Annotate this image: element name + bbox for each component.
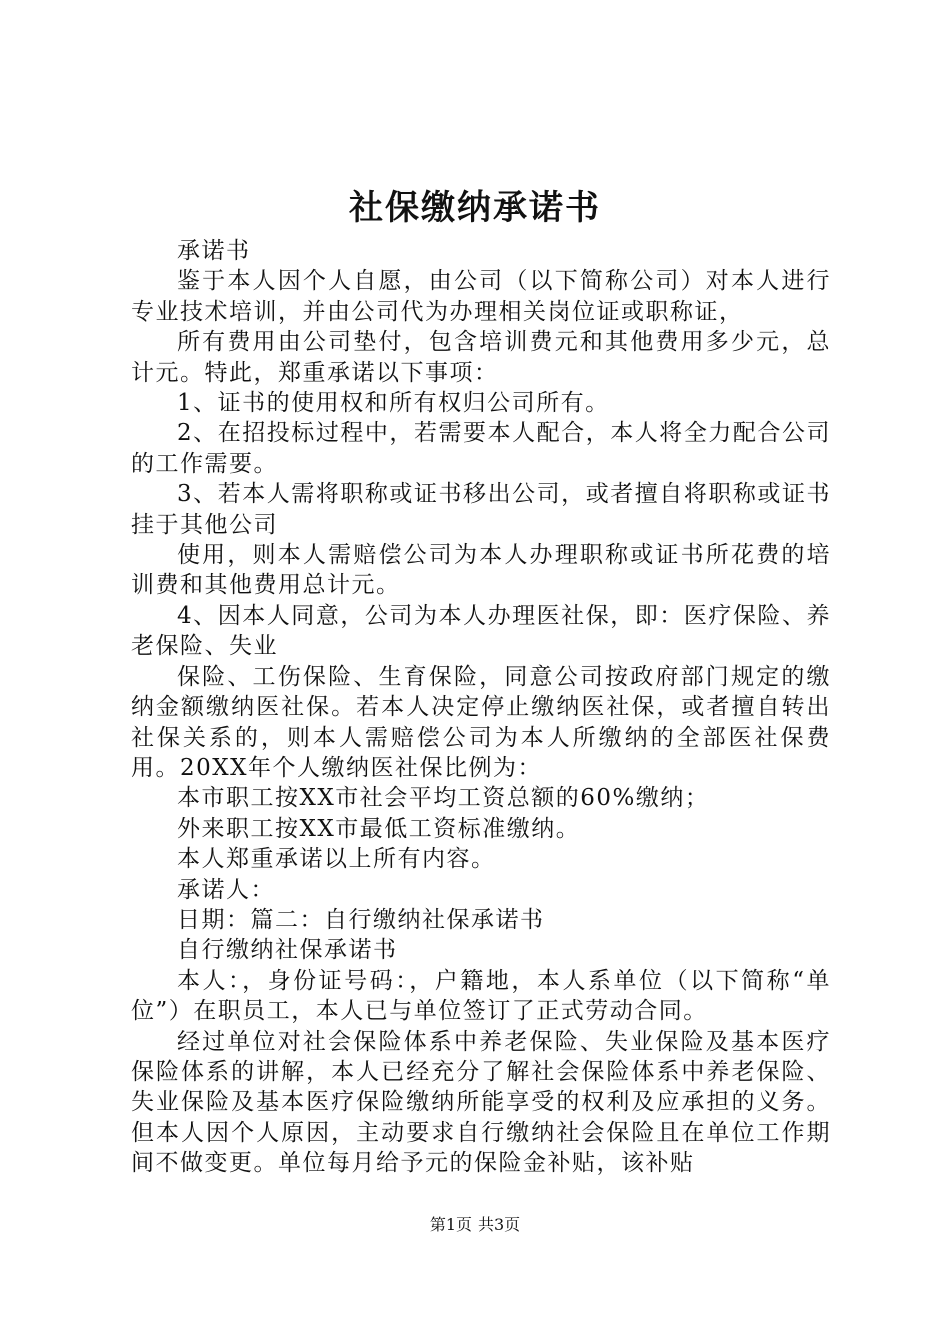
page-total: 共3页 — [478, 1215, 521, 1234]
paragraph: 鉴于本人因个人自愿，由公司（以下简称公司）对本人进行专业技术培训，并由公司代为办理相关岗位证或职称证， — [131, 268, 831, 325]
paragraph: 4、因本人同意，公司为本人办理医社保，即：医疗保险、养老保险、失业 — [131, 602, 831, 660]
paragraph: 日期：篇二：自行缴纳社保承诺书 — [177, 906, 545, 933]
paragraph: 保险、工伤保险、生育保险，同意公司按政府部门规定的缴纳金额缴纳医社保。若本人决定停止缴纳医社保，或者擅自转出社保关系的，则本人需赔偿公司为本人所缴纳的全部医社保费用。20XX年个人缴纳医社保比例为： — [131, 663, 831, 781]
document-body — [131, 236, 831, 1179]
paragraph: 自行缴纳社保承诺书 — [177, 937, 398, 964]
paragraph: 外来职工按XX市最低工资标准缴纳。 — [177, 815, 581, 842]
page-footer — [0, 1215, 950, 1235]
paragraph: 本人：，身份证号码：，户籍地，本人系单位（以下简称“单位”）在职员工，本人已与单位签订了正式劳动合同。 — [131, 967, 831, 1025]
paragraph: 本市职工按XX市社会平均工资总额的60%缴纳； — [177, 785, 710, 812]
paragraph: 承诺人： — [177, 876, 275, 903]
paragraph: 3、若本人需将职称或证书移出公司，或者擅自将职称或证书挂于其他公司 — [131, 481, 831, 538]
paragraph: 经过单位对社会保险体系中养老保险、失业保险及基本医疗保险体系的讲解，本人已经充分了解社会保险体系中养老保险、失业保险及基本医疗保险缴纳所能享受的权利及应承担的义务。但本人因个人原因，主动要求自行缴纳社会保险且在单位工作期间不做变更。单位每月给予元的保险金补贴，该补贴 — [131, 1028, 831, 1177]
paragraph: 2、在招投标过程中，若需要本人配合，本人将全力配合公司的工作需要。 — [131, 420, 831, 477]
paragraph: 所有费用由公司垫付，包含培训费元和其他费用多少元，总计元。特此，郑重承诺以下事项： — [131, 329, 831, 386]
paragraph: 1、证书的使用权和所有权归公司所有。 — [177, 390, 610, 417]
paragraph: 使用，则本人需赔偿公司为本人办理职称或证书所花费的培训费和其他费用总计元。 — [131, 542, 831, 599]
paragraph: 承诺书 — [177, 238, 251, 264]
page-number: 第1页 — [429, 1215, 472, 1234]
document-title: 社保缴纳承诺书 — [349, 188, 601, 228]
paragraph: 本人郑重承诺以上所有内容。 — [177, 846, 496, 873]
